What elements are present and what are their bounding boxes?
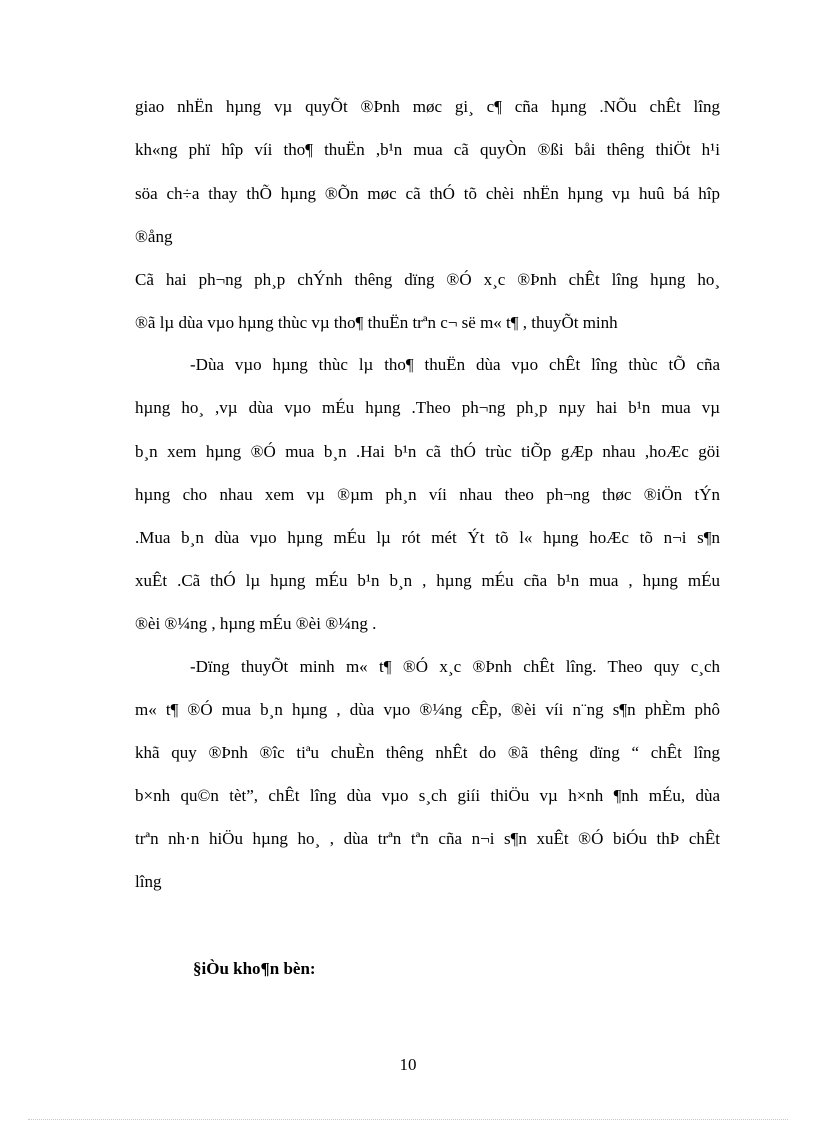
text-line: b¸n xem hµng ®Ó mua b¸n .Hai b¹n cã thÓ trùc tiÕp gÆp nhau ,hoÆc göi xyxy=(135,442,720,461)
text-line: hµng cho nhau xem vµ ®µm ph¸n víi nhau theo ph¬ng thøc ®iÖn tÝn xyxy=(135,485,720,504)
text-line: m« t¶ ®Ó mua b¸n hµng , dùa vµo ®¼ng cÊp, ®èi víi n¨ng s¶n phÈm phô xyxy=(135,700,720,719)
text-line: ®ång xyxy=(135,227,173,246)
text-line: b×nh qu©n tèt”, chÊt lîng dùa vµo s¸ch giíi thiÖu vµ h×nh ¶nh mÉu, dùa xyxy=(135,786,720,805)
text-line: Cã hai ph¬ng ph¸p chÝnh thêng dïng ®Ó x¸c ®Þnh chÊt lîng hµng ho¸ xyxy=(135,270,720,289)
text-line: ®èi ®¼ng , hµng mÉu ®èi ®¼ng . xyxy=(135,614,377,633)
text-line: -Dùa vµo hµng thùc lµ tho¶ thuËn dùa vµo chÊt lîng thùc tÕ cña xyxy=(190,355,720,374)
section-heading: §iÒu kho¶n bèn: xyxy=(193,959,316,978)
page-number: 10 xyxy=(399,1055,417,1074)
text-line: khã quy ®Þnh ®îc tiªu chuÈn thêng nhÊt do ®ã thêng dïng “ chÊt lîng xyxy=(135,743,720,762)
text-line: hµng ho¸ ,vµ dùa vµo mÉu hµng .Theo ph¬ng ph¸p nµy hai b¹n mua vµ xyxy=(135,398,720,417)
text-line: xuÊt .Cã thÓ lµ hµng mÉu b¹n b¸n , hµng mÉu cña b¹n mua , hµng mÉu xyxy=(135,571,720,590)
text-line: ®ã lµ dùa vµo hµng thùc vµ tho¶ thuËn trªn c¬ së m« t¶ , thuyÕt minh xyxy=(135,313,618,332)
text-line: kh«ng phï hîp víi tho¶ thuËn ,b¹n mua cã quyÒn ®ßi båi thêng thiÖt h¹i xyxy=(135,140,720,159)
text-line: giao nhËn hµng vµ quyÕt ®Þnh møc gi¸ c¶ cña hµng .NÕu chÊt lîng xyxy=(135,97,720,116)
text-line: lîng xyxy=(135,872,162,891)
text-line: trªn nh·n hiÖu hµng ho¸ , dùa trªn tªn cña n¬i s¶n xuÊt ®Ó biÓu thÞ chÊt xyxy=(135,829,720,848)
text-line: .Mua b¸n dùa vµo hµng mÉu lµ rót mét Ýt tõ l« hµng hoÆc tõ n¬i s¶n xyxy=(135,528,720,547)
text-line: -Dïng thuyÕt minh m« t¶ ®Ó x¸c ®Þnh chÊt lîng. Theo quy c¸ch xyxy=(190,657,720,676)
page-bottom-divider xyxy=(28,1119,788,1120)
text-line: söa ch÷a thay thÕ hµng ®Õn møc cã thÓ tõ chèi nhËn hµng vµ huû bá hîp xyxy=(135,184,720,203)
